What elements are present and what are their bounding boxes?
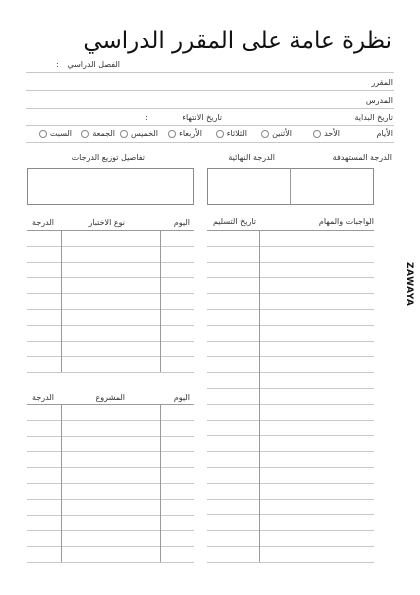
table-row-line xyxy=(207,451,374,452)
table-row-line xyxy=(27,420,194,421)
day-option[interactable]: الجمعة xyxy=(81,129,115,138)
divider xyxy=(26,72,394,73)
radio-icon xyxy=(216,130,224,138)
radio-icon xyxy=(168,130,176,138)
table-column-line xyxy=(61,404,62,562)
table-column-line xyxy=(160,404,161,562)
exam-day-header: اليوم xyxy=(173,218,190,227)
table-header-rule xyxy=(207,230,374,231)
radio-icon xyxy=(261,130,269,138)
table-row-line xyxy=(27,530,194,531)
table-row-line xyxy=(207,341,374,342)
day-option[interactable]: الأحد xyxy=(313,129,340,138)
dates-line[interactable] xyxy=(26,125,394,126)
grade-distribution-label: تفاصيل توزيع الدرجات xyxy=(71,153,145,162)
table-header-rule xyxy=(27,230,194,231)
table-row-line xyxy=(207,246,374,247)
table-column-line xyxy=(160,230,161,372)
project-day-header: اليوم xyxy=(173,393,190,402)
table-row-line xyxy=(207,530,374,531)
table-row-line xyxy=(207,546,374,547)
table-row-line xyxy=(207,435,374,436)
course-label: المقرر xyxy=(371,78,393,87)
semester-label: الفصل الدراسي xyxy=(67,60,120,69)
table-row-line xyxy=(207,325,374,326)
table-row-line xyxy=(27,341,194,342)
day-option[interactable]: السبت xyxy=(39,129,72,138)
project-header: المشروع xyxy=(95,393,125,402)
table-row-line xyxy=(27,546,194,547)
table-row-line xyxy=(207,293,374,294)
table-row-line xyxy=(27,262,194,263)
table-row-line xyxy=(27,372,194,373)
grades-box-divider xyxy=(290,168,291,205)
project-grade-header: الدرجة xyxy=(32,393,54,402)
days-label: الأيام xyxy=(376,129,393,138)
table-column-line xyxy=(259,230,260,562)
table-row-line xyxy=(27,325,194,326)
table-row-line xyxy=(207,309,374,310)
exam-grade-header: الدرجة xyxy=(32,218,54,227)
table-row-line xyxy=(207,388,374,389)
table-row-line xyxy=(207,467,374,468)
end-date-label: تاريخ الانتهاء xyxy=(182,113,222,122)
table-row-line xyxy=(27,293,194,294)
table-row-line xyxy=(27,467,194,468)
table-row-line xyxy=(27,451,194,452)
radio-icon xyxy=(313,130,321,138)
table-row-line xyxy=(27,277,194,278)
homework-header: الواجبات والمهام xyxy=(318,217,374,226)
day-option[interactable]: الأثنين xyxy=(261,129,292,138)
exam-type-header: نوع الاختبار xyxy=(88,218,125,227)
table-row-line xyxy=(207,372,374,373)
table-row-line xyxy=(27,356,194,357)
table-row-line xyxy=(207,356,374,357)
target-grade-label: الدرجة المستهدفة xyxy=(332,153,392,162)
table-row-line xyxy=(27,562,194,563)
start-date-label: تاريخ البداية xyxy=(354,113,393,122)
due-date-header: تاريخ التسليم xyxy=(212,217,256,226)
final-grade-label: الدرجة النهائية xyxy=(228,153,275,162)
table-row-line xyxy=(207,483,374,484)
table-row-line xyxy=(207,562,374,563)
brand-logo: ZAWAYA xyxy=(404,262,414,307)
radio-icon xyxy=(39,130,47,138)
page-title: نظرة عامة على المقرر الدراسي xyxy=(83,28,392,54)
table-row-line xyxy=(27,436,194,437)
teacher-line[interactable] xyxy=(26,108,394,109)
table-row-line xyxy=(207,404,374,405)
course-line[interactable] xyxy=(26,90,394,91)
divider xyxy=(26,142,394,143)
table-column-line xyxy=(61,230,62,372)
day-option[interactable]: الثلاثاء xyxy=(216,129,247,138)
end-date-colon: : xyxy=(145,113,148,122)
table-row-line xyxy=(27,499,194,500)
table-row-line xyxy=(207,499,374,500)
day-option[interactable]: الأربعاء xyxy=(168,129,202,138)
day-option[interactable]: الخميس xyxy=(120,129,158,138)
table-row-line xyxy=(27,309,194,310)
table-row-line xyxy=(27,483,194,484)
table-row-line xyxy=(27,515,194,516)
table-header-rule xyxy=(27,404,194,405)
radio-icon xyxy=(81,130,89,138)
grade-distribution-box[interactable] xyxy=(27,168,194,205)
table-row-line xyxy=(207,420,374,421)
table-row-line xyxy=(27,246,194,247)
table-row-line xyxy=(207,277,374,278)
table-row-line xyxy=(207,514,374,515)
table-row-line xyxy=(207,262,374,263)
radio-icon xyxy=(120,130,128,138)
semester-colon: : xyxy=(56,60,59,69)
teacher-label: المدرس xyxy=(365,96,393,105)
